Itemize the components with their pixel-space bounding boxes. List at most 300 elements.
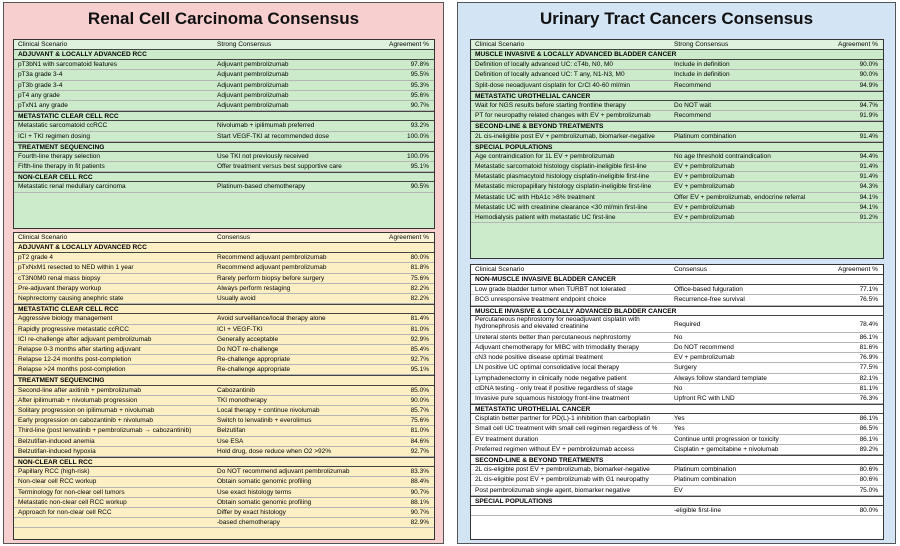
consensus-cell: Avoid surveillance/local therapy alone	[217, 315, 326, 323]
clinical-scenario-cell: Definition of locally advanced UC: T any, N1-N3, M0	[475, 71, 625, 79]
consensus-cell: Recommend	[674, 112, 711, 120]
column-header: Agreement %	[838, 41, 878, 48]
table-row	[14, 426, 434, 436]
consensus-cell: TKI monotherapy	[217, 396, 267, 404]
consensus-cell: Cabozantinib	[217, 386, 255, 394]
agreement-cell: 88.4%	[410, 478, 429, 486]
section-title: MUSCLE INVASIVE & LOCALLY ADVANCED BLADDER CANCER	[475, 307, 677, 315]
clinical-scenario-cell: pT3b grade 3-4	[18, 81, 63, 89]
agreement-cell: 94.4%	[859, 152, 878, 160]
clinical-scenario-cell: Ureteral stents better than percutaneous nephrostomy	[475, 333, 631, 341]
section-header	[471, 121, 883, 131]
clinical-scenario-cell: Low grade bladder tumor when TURBT not tolerated	[475, 286, 626, 294]
clinical-scenario-cell: Adjuvant chemotherapy for MIBC with trimodality therapy	[475, 343, 640, 351]
column-header: Clinical Scenario	[475, 41, 525, 48]
consensus-cell: Do NOT re-challenge	[217, 345, 279, 353]
urinary-panel	[457, 2, 896, 544]
consensus-cell: Differ by exact histology	[217, 508, 286, 516]
table-row	[14, 406, 434, 416]
table-row	[471, 445, 883, 455]
agreement-cell: 90.7%	[410, 101, 429, 109]
section-header	[471, 496, 883, 506]
agreement-cell: 77.1%	[859, 286, 878, 294]
section-header	[471, 404, 883, 414]
clinical-scenario-cell: 2L cis-eligible post EV + pembrolizumab with G1 neuropathy	[475, 476, 649, 484]
consensus-cell: Yes	[674, 425, 685, 433]
section-header	[14, 142, 434, 152]
clinical-scenario-cell: ICI + TKI regimen dosing	[18, 132, 90, 140]
rcc-title: Renal Cell Carcinoma Consensus	[87, 9, 360, 28]
consensus-cell: Platinum combination	[674, 466, 737, 474]
table-row	[14, 60, 434, 70]
consensus-cell: EV + pembrolizumab	[674, 183, 735, 191]
table-row	[14, 416, 434, 426]
clinical-scenario-cell: Belzutifan-induced hypoxia	[18, 447, 96, 455]
table-row	[471, 486, 883, 496]
agreement-cell: 81.6%	[859, 343, 878, 351]
consensus-cell: EV	[674, 486, 683, 494]
column-header: Agreement %	[389, 41, 429, 48]
consensus-cell: Do NOT recommend adjuvant pembrolizumab	[217, 468, 350, 476]
table-row	[14, 284, 434, 294]
section-title: MUSCLE INVASIVE & LOCALLY ADVANCED BLADDER CANCER	[475, 51, 677, 58]
table-row	[14, 386, 434, 396]
agreement-cell: 80.6%	[859, 466, 878, 474]
agreement-cell: 97.8%	[410, 61, 429, 69]
table-row	[14, 263, 434, 273]
agreement-cell: 76.9%	[859, 354, 878, 362]
table-row	[471, 465, 883, 475]
agreement-cell: 90.0%	[410, 396, 429, 404]
table-header	[471, 265, 883, 275]
table-row	[471, 152, 883, 162]
agreement-cell: 89.2%	[859, 445, 878, 453]
column-header: Clinical Scenario	[475, 266, 525, 273]
consensus-cell: Adjuvant pembrolizumab	[217, 71, 289, 79]
agreement-cell: 94.1%	[859, 203, 878, 211]
consensus-cell: Rarely perform biopsy before surgery	[217, 274, 325, 282]
consensus-cell: EV + pembrolizumab	[674, 214, 735, 221]
table-header	[14, 40, 434, 50]
table-row	[14, 81, 434, 91]
section-title: METASTATIC UROTHELIAL CANCER	[475, 406, 591, 414]
agreement-cell: 95.6%	[410, 91, 429, 99]
table-row	[471, 172, 883, 182]
agreement-cell: 95.1%	[410, 366, 429, 374]
table-row	[471, 363, 883, 373]
section-header	[14, 457, 434, 467]
agreement-cell: 100.0%	[406, 132, 429, 140]
table-row	[14, 447, 434, 457]
rcc-strong-consensus-table	[13, 39, 435, 229]
clinical-scenario-cell: Split-dose neoadjuvant cisplatin for CrCl 40-60 ml/min	[475, 81, 630, 89]
rcc-consensus-table	[13, 232, 435, 540]
table-row	[471, 60, 883, 70]
consensus-cell: ICI + VEGF-TKI	[217, 325, 263, 333]
agreement-cell: 81.4%	[410, 315, 429, 323]
agreement-cell: 76.3%	[859, 394, 878, 402]
clinical-scenario-cell: Metastatic plasmacytoid histology cisplatin-ineligible first-line	[475, 173, 650, 181]
table-row	[14, 355, 434, 365]
agreement-cell: 86.1%	[859, 435, 878, 443]
column-header: Consensus	[217, 234, 250, 241]
column-header: Strong Consensus	[217, 41, 272, 48]
agreement-cell: 80.6%	[859, 476, 878, 484]
agreement-cell: 75.0%	[859, 486, 878, 494]
consensus-cell: Recommend adjuvant pembrolizumab	[217, 254, 327, 262]
table-row	[14, 152, 434, 162]
agreement-cell: 94.3%	[859, 183, 878, 191]
table-row	[471, 414, 883, 424]
consensus-cell: Offer EV + pembrolizumab, endocrine referral	[674, 193, 806, 201]
table-row	[14, 345, 434, 355]
agreement-cell: 78.4%	[859, 320, 878, 328]
clinical-scenario-cell: ctDNA testing - only treat if positive regardless of stage	[475, 384, 633, 392]
clinical-scenario-cell: cN3 node positive disease optimal treatment	[475, 354, 603, 362]
consensus-cell: Start VEGF-TKI at recommended dose	[217, 132, 329, 140]
clinical-scenario-cell: pT3a grade 3-4	[18, 71, 63, 79]
clinical-scenario-cell: Metastatic UC with HbA1c >8% treatment	[475, 193, 595, 201]
consensus-cell: Platinum-based chemotherapy	[217, 183, 306, 191]
table-row	[471, 506, 883, 516]
agreement-cell: 100.0%	[406, 152, 429, 160]
clinical-scenario-cell: pT2 grade 4	[18, 254, 54, 262]
clinical-scenario-cell: Preferred regimen without EV + pembrolizumab access	[475, 445, 635, 453]
clinical-scenario-cell: Invasive pure squamous histology front-line treatment	[475, 394, 630, 402]
table-row	[14, 121, 434, 131]
clinical-scenario-cell: Second-line after axitinib + pembrolizumab	[18, 386, 142, 394]
agreement-cell: 91.4%	[859, 163, 878, 171]
table-row	[471, 81, 883, 91]
consensus-cell: Adjuvant pembrolizumab	[217, 101, 289, 109]
consensus-cell: Required	[674, 320, 701, 328]
clinical-scenario-cell: Fourth-line therapy selection	[18, 152, 101, 160]
urinary-title: Urinary Tract Cancers Consensus	[539, 9, 814, 28]
consensus-cell: Re-challenge appropriate	[217, 366, 290, 374]
consensus-cell: No	[674, 384, 683, 392]
agreement-cell: 92.9%	[410, 335, 429, 343]
urinary-consensus-table	[470, 264, 884, 540]
clinical-scenario-cell: Terminology for non-clear cell tumors	[18, 488, 125, 496]
clinical-scenario-cell: BCG unresponsive treatment endpoint choice	[475, 296, 607, 304]
section-title: METASTATIC UROTHELIAL CANCER	[475, 92, 591, 100]
table-row	[471, 132, 883, 142]
agreement-cell: 82.2%	[410, 294, 429, 302]
table-header	[14, 233, 434, 243]
table-row	[471, 384, 883, 394]
table-row	[14, 182, 434, 192]
consensus-cell: Office-based fulguration	[674, 286, 743, 294]
section-title: NON-CLEAR CELL RCC	[18, 174, 93, 182]
agreement-cell: 80.0%	[859, 506, 878, 514]
agreement-cell: 90.5%	[410, 183, 429, 191]
clinical-scenario-cell: Lymphadenectomy in clinically node negative patient	[475, 374, 627, 382]
clinical-scenario-cell: Metastatic sarcomatoid histology cisplatin-ineligible first-line	[475, 163, 647, 171]
consensus-cell: Always perform restaging	[217, 284, 291, 292]
consensus-cell: Obtain somatic genomic profiling	[217, 498, 312, 506]
table-row	[471, 353, 883, 363]
section-title: NON-CLEAR CELL RCC	[18, 458, 93, 466]
section-header	[14, 172, 434, 182]
clinical-scenario-cell: Fifth-line therapy in fit patients	[18, 163, 105, 171]
agreement-cell: 81.0%	[410, 427, 429, 435]
table-row	[471, 295, 883, 305]
consensus-cell: Adjuvant pembrolizumab	[217, 91, 289, 99]
section-title: NON-MUSCLE INVASIVE BLADDER CANCER	[475, 276, 616, 283]
consensus-cell: Recommend adjuvant pembrolizumab	[217, 264, 327, 272]
consensus-cell: Surgery	[674, 364, 697, 372]
table-row	[471, 70, 883, 80]
consensus-cell: EV + pembrolizumab	[674, 203, 735, 211]
table-row	[14, 477, 434, 487]
consensus-cell: Nivolumab + ipilimumab preferred	[217, 122, 315, 130]
clinical-scenario-cell: Approach for non-clear cell RCC	[18, 508, 112, 516]
clinical-scenario-cell: LN positive UC optimal consolidative local therapy	[475, 364, 620, 372]
table-row	[471, 101, 883, 111]
section-header	[471, 275, 883, 285]
consensus-cell: Local therapy + continue nivolumab	[217, 407, 320, 414]
clinical-scenario-cell: Papillary RCC (high-risk)	[18, 468, 90, 476]
consensus-cell: Platinum combination	[674, 132, 737, 140]
consensus-cell: Re-challenge appropriate	[217, 356, 290, 364]
clinical-scenario-cell: Relapse 0-3 months after starting adjuvant	[18, 345, 141, 353]
table-row	[471, 424, 883, 434]
clinical-scenario-cell: Definition of locally advanced UC: cT4b, N0, M0	[475, 61, 614, 69]
table-row	[471, 193, 883, 203]
clinical-scenario-cell: Cisplatin better partner for PD(L)-1 inhibition than carboplatin	[475, 415, 651, 423]
consensus-cell: Obtain somatic genomic profiling	[217, 478, 312, 486]
clinical-scenario-cell: Metastatic micropapillary histology cisplatin-ineligible first-line	[475, 183, 652, 191]
clinical-scenario-cell: Relapse >24 months post-completion	[18, 366, 126, 374]
agreement-cell: 86.1%	[859, 333, 878, 341]
table-row	[471, 203, 883, 213]
agreement-cell: 95.5%	[410, 71, 429, 79]
consensus-cell: Adjuvant pembrolizumab	[217, 81, 289, 89]
column-header: Strong Consensus	[674, 41, 729, 48]
table-row	[14, 132, 434, 142]
agreement-cell: 85.7%	[410, 407, 429, 414]
section-title: SECOND-LINE & BEYOND TREATMENTS	[475, 457, 604, 464]
agreement-cell: 82.2%	[410, 284, 429, 292]
agreement-cell: 85.0%	[410, 386, 429, 394]
table-row	[14, 488, 434, 498]
table-row	[14, 325, 434, 335]
section-header	[471, 142, 883, 152]
column-header: Consensus	[674, 266, 707, 273]
agreement-cell: 94.9%	[859, 81, 878, 89]
clinical-scenario-cell: 2L cis-ineligible post EV + pembrolizumab, biomarker-negative	[475, 132, 655, 140]
clinical-scenario-cell: pTxNxM1 resected to NED within 1 year	[18, 264, 134, 272]
section-title: TREATMENT SEQUENCING	[18, 377, 105, 385]
table-row	[471, 316, 883, 333]
section-title: SPECIAL POPULATIONS	[475, 497, 553, 505]
table-row	[14, 437, 434, 447]
consensus-cell: -eligible first-line	[674, 506, 721, 514]
clinical-scenario-cell: Metastatic non-clear cell RCC workup	[18, 498, 127, 506]
table-row	[14, 162, 434, 172]
column-header: Agreement %	[838, 266, 878, 273]
agreement-cell: 81.0%	[410, 325, 429, 333]
clinical-scenario-cell: Solitary progression on ipilimumab + nivolumab	[18, 407, 155, 414]
agreement-cell: 86.5%	[859, 425, 878, 433]
column-header: Clinical Scenario	[18, 41, 68, 48]
consensus-cell: Generally acceptable	[217, 335, 279, 343]
section-title: METASTATIC CLEAR CELL RCC	[18, 113, 119, 121]
table-row	[14, 101, 434, 111]
agreement-cell: 91.2%	[859, 214, 878, 221]
consensus-cell: Switch to lenvatinib + everolimus	[217, 417, 312, 425]
consensus-cell: Always follow standard template	[674, 374, 767, 382]
table-row	[471, 343, 883, 353]
consensus-cell: Do NOT recommend	[674, 343, 734, 351]
clinical-scenario-cell: Percutaneous nephrostomy for neoadjuvant cisplatin with hydronephrosis and elevated creatinine	[475, 315, 640, 331]
section-header	[14, 111, 434, 121]
urinary-strong-consensus-table	[470, 39, 884, 259]
consensus-cell: Upfront RC with LND	[674, 394, 735, 402]
agreement-cell: 91.9%	[859, 112, 878, 120]
consensus-cell: Yes	[674, 415, 685, 423]
consensus-cell: -based chemotherapy	[217, 519, 280, 527]
section-header	[14, 375, 434, 385]
clinical-scenario-cell: Small cell UC treatment with small cell regimen regardless of %	[475, 425, 658, 433]
table-row	[471, 182, 883, 192]
table-row	[14, 314, 434, 324]
agreement-cell: 94.7%	[859, 101, 878, 109]
table-row	[471, 111, 883, 121]
clinical-scenario-cell: Post pembrolizumab single agent, biomarker negative	[475, 486, 631, 494]
consensus-cell: Offer treatment versus best supportive care	[217, 163, 342, 171]
agreement-cell: 90.0%	[859, 71, 878, 79]
agreement-cell: 82.9%	[410, 519, 429, 527]
agreement-cell: 90.7%	[410, 488, 429, 496]
clinical-scenario-cell: pT3bN1 with sarcomatoid features	[18, 61, 117, 69]
consensus-cell: Belzutifan	[217, 427, 246, 435]
section-title: TREATMENT SEQUENCING	[18, 143, 105, 151]
consensus-cell: Cisplatin + gemcitabine + nivolumab	[674, 445, 779, 453]
clinical-scenario-cell: PT for neuropathy related changes with EV + pembrolizumab	[475, 112, 651, 120]
clinical-scenario-cell: Hemodialysis patient with metastatic UC first-line	[475, 214, 616, 221]
consensus-cell: No age threshold contraindication	[674, 152, 771, 160]
table-row	[14, 467, 434, 477]
consensus-cell: Use TKI not previously received	[217, 152, 309, 160]
consensus-cell: EV + pembrolizumab	[674, 354, 735, 362]
agreement-cell: 94.1%	[859, 193, 878, 201]
clinical-scenario-cell: Relapse 12-24 months post-completion	[18, 356, 132, 364]
section-header	[471, 50, 883, 60]
table-row	[471, 213, 883, 223]
clinical-scenario-cell: Non-clear cell RCC workup	[18, 478, 97, 486]
table-row	[471, 333, 883, 343]
table-header	[471, 40, 883, 50]
clinical-scenario-cell: Belzutifan-induced anemia	[18, 437, 95, 445]
section-title: ADJUVANT & LOCALLY ADVANCED RCC	[18, 51, 147, 58]
table-row	[14, 508, 434, 518]
agreement-cell: 82.1%	[859, 374, 878, 382]
agreement-cell: 95.1%	[410, 163, 429, 171]
rcc-panel	[3, 2, 444, 544]
consensus-cell: EV + pembrolizumab	[674, 173, 735, 181]
clinical-scenario-cell: Wait for NGS results before starting frontline therapy	[475, 101, 626, 109]
table-row	[14, 365, 434, 375]
agreement-cell: 75.6%	[410, 274, 429, 282]
consensus-cell: Do NOT wait	[674, 101, 712, 109]
clinical-scenario-cell: ICI re-challenge after adjuvant pembrolizumab	[18, 335, 152, 343]
table-row	[14, 498, 434, 508]
section-header	[471, 306, 883, 316]
clinical-scenario-cell: Aggressive biology management	[18, 315, 113, 323]
agreement-cell: 95.3%	[410, 81, 429, 89]
column-header: Clinical Scenario	[18, 234, 68, 241]
consensus-cell: Include in definition	[674, 71, 730, 79]
clinical-scenario-cell: pTxN1 any grade	[18, 101, 68, 109]
agreement-cell: 84.6%	[410, 437, 429, 445]
clinical-scenario-cell: EV treatment duration	[475, 435, 539, 443]
clinical-scenario-cell: Metastatic sarcomatoid ccRCC	[18, 122, 108, 130]
table-row	[471, 374, 883, 384]
table-row	[14, 274, 434, 284]
agreement-cell: 85.4%	[410, 345, 429, 353]
table-row	[471, 435, 883, 445]
agreement-cell: 88.1%	[410, 498, 429, 506]
consensus-cell: No	[674, 333, 683, 341]
agreement-cell: 77.5%	[859, 364, 878, 372]
section-header	[471, 91, 883, 101]
table-row	[471, 475, 883, 485]
agreement-cell: 86.1%	[859, 415, 878, 423]
consensus-cell: EV + pembrolizumab	[674, 163, 735, 171]
agreement-cell: 76.5%	[859, 296, 878, 304]
agreement-cell: 92.7%	[410, 356, 429, 364]
agreement-cell: 93.2%	[410, 122, 429, 130]
agreement-cell: 80.0%	[410, 254, 429, 262]
section-title: METASTATIC CLEAR CELL RCC	[18, 306, 119, 314]
agreement-cell: 91.4%	[859, 173, 878, 181]
section-title: SECOND-LINE & BEYOND TREATMENTS	[475, 123, 604, 131]
clinical-scenario-cell: Early progression on cabozantinib + nivolumab	[18, 417, 153, 425]
table-row	[14, 518, 434, 528]
clinical-scenario-cell: After ipilimumab + nivolumab progression	[18, 396, 138, 404]
clinical-scenario-cell: pT4 any grade	[18, 91, 60, 99]
clinical-scenario-cell: Metastatic renal medullary carcinoma	[18, 183, 126, 191]
agreement-cell: 75.6%	[410, 417, 429, 425]
table-row	[14, 294, 434, 304]
clinical-scenario-cell: Pre-adjuvant therapy workup	[18, 284, 102, 292]
table-row	[14, 253, 434, 263]
clinical-scenario-cell: cT3N0M0 renal mass biopsy	[18, 274, 101, 282]
table-row	[471, 162, 883, 172]
agreement-cell: 90.0%	[859, 61, 878, 69]
clinical-scenario-cell: Age contraindication for 1L EV + pembrolizumab	[475, 152, 615, 160]
agreement-cell: 81.1%	[859, 384, 878, 392]
table-row	[14, 70, 434, 80]
consensus-cell: Continue until progression or toxicity	[674, 435, 779, 443]
agreement-cell: 92.7%	[410, 447, 429, 455]
consensus-cell: Adjuvant pembrolizumab	[217, 61, 289, 69]
consensus-cell: Recommend	[674, 81, 711, 89]
table-row	[14, 396, 434, 406]
table-row	[14, 335, 434, 345]
clinical-scenario-cell: 2L cis-eligible post EV + pembrolizumab, biomarker-negative	[475, 466, 650, 474]
agreement-cell: 90.7%	[410, 508, 429, 516]
section-header	[14, 50, 434, 60]
consensus-cell: Hold drug, dose reduce when O2 >92%	[217, 447, 332, 455]
consensus-cell: Use ESA	[217, 437, 244, 445]
table-row	[471, 394, 883, 404]
table-row	[471, 285, 883, 295]
agreement-cell: 83.3%	[410, 468, 429, 476]
table-row	[14, 91, 434, 101]
consensus-cell: Platinum combination	[674, 476, 737, 484]
